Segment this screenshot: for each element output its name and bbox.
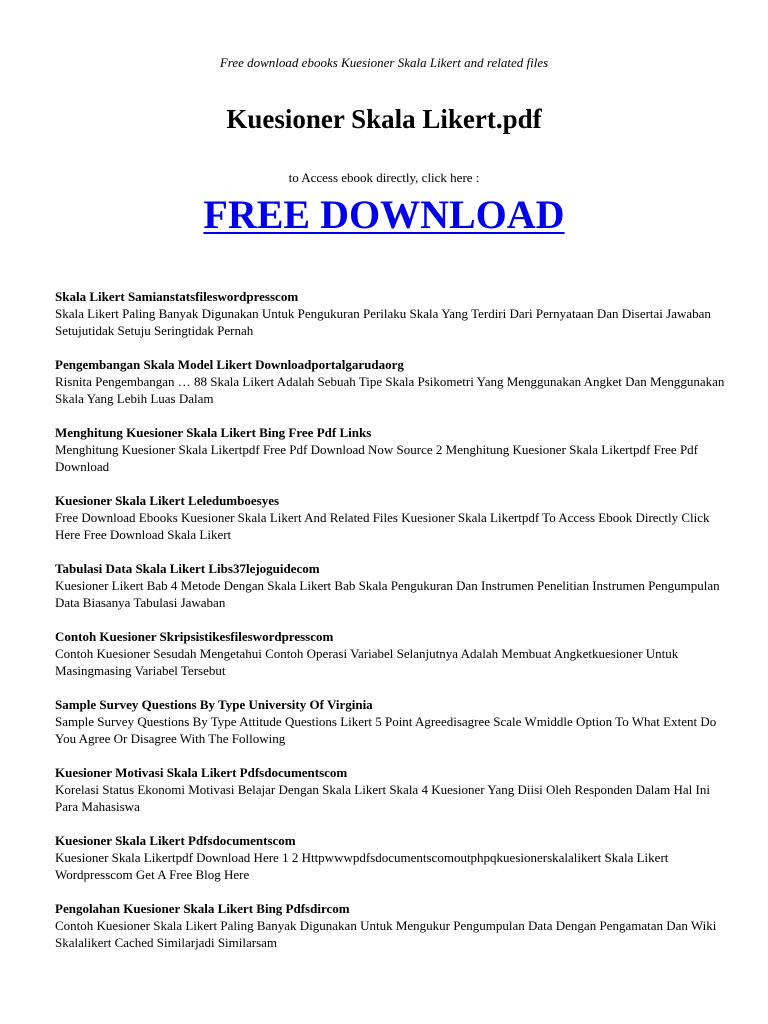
- entry-title: Skala Likert Samianstatsfileswordpresscom: [55, 289, 299, 304]
- entry-title: Kuesioner Motivasi Skala Likert Pdfsdocumentscom: [55, 765, 348, 780]
- entry-title: Contoh Kuesioner Skripsistikesfileswordpresscom: [55, 629, 334, 644]
- entry-description: Korelasi Status Ekonomi Motivasi Belajar Dengan Skala Likert Skala 4 Kuesioner Yang Diisi Oleh Responden Dalam Hal Ini Para Mahasiswa: [55, 782, 710, 814]
- free-download-link[interactable]: FREE DOWNLOAD: [203, 192, 565, 237]
- entry-description: Contoh Kuesioner Skala Likert Paling Banyak Digunakan Untuk Mengukur Pengumpulan Data Dengan Pengamatan Dan Wiki Skalalikert Cached Similarjadi Similarsam: [55, 918, 717, 950]
- entry-title: Pengolahan Kuesioner Skala Likert Bing Pdfsdircom: [55, 901, 350, 916]
- list-item: [55, 696, 725, 747]
- header-note: Free download ebooks Kuesioner Skala Likert and related files: [219, 55, 549, 70]
- entry-description: Free Download Ebooks Kuesioner Skala Likert And Related Files Kuesioner Skala Likertpdf To Access Ebook Directly Click Here Free Download Skala Likert: [55, 510, 710, 542]
- list-item: [55, 628, 725, 679]
- list-item: [55, 288, 725, 339]
- free-download-container: [0, 189, 768, 241]
- document-title: Kuesioner Skala Likert.pdf: [226, 104, 542, 134]
- entry-description: Sample Survey Questions By Type Attitude Questions Likert 5 Point Agreedisagree Scale Wmiddle Option To What Extent Do You Agree Or Disagree With The Following: [55, 714, 717, 746]
- list-item: [55, 764, 725, 815]
- entry-description: Kuesioner Likert Bab 4 Metode Dengan Skala Likert Bab Skala Pengukuran Dan Instrumen Penelitian Instrumen Pengumpulan Data Biasanya Tabulasi Jawaban: [55, 578, 720, 610]
- entry-title: Pengembangan Skala Model Likert Downloadportalgarudaorg: [55, 357, 404, 372]
- entry-title: Kuesioner Skala Likert Leledumboesyes: [55, 493, 280, 508]
- entry-description: Kuesioner Skala Likertpdf Download Here 1 2 Httpwwwpdfsdocumentscomoutphpqkuesionerskalalikert Skala Likert Wordpresscom Get A Free Blog Here: [55, 850, 669, 882]
- entry-description: Contoh Kuesioner Sesudah Mengetahui Contoh Operasi Variabel Selanjutnya Adalah Membuat Angketkuesioner Untuk Masingmasing Variabel Tersebut: [55, 646, 679, 678]
- entry-title: Sample Survey Questions By Type University Of Virginia: [55, 697, 373, 712]
- list-item: [55, 356, 725, 407]
- list-item: [55, 424, 725, 475]
- entry-description: Menghitung Kuesioner Skala Likertpdf Free Pdf Download Now Source 2 Menghitung Kuesioner Skala Likertpdf Free Pdf Download: [55, 442, 699, 474]
- list-item: [55, 900, 725, 951]
- list-item: [55, 492, 725, 543]
- entry-description: Risnita Pengembangan … 88 Skala Likert Adalah Sebuah Tipe Skala Psikometri Yang Menggunakan Angket Dan Menggunakan Skala Yang Lebih Luas Dalam: [55, 374, 725, 406]
- entry-title: Tabulasi Data Skala Likert Libs37lejoguidecom: [55, 561, 320, 576]
- entry-list: [55, 288, 725, 968]
- entry-title: Menghitung Kuesioner Skala Likert Bing Free Pdf Links: [55, 425, 372, 440]
- entry-title: Kuesioner Skala Likert Pdfsdocumentscom: [55, 833, 296, 848]
- list-item: [55, 832, 725, 883]
- entry-description: Skala Likert Paling Banyak Digunakan Untuk Pengukuran Perilaku Skala Yang Terdiri Dari Pernyataan Dan Disertai Jawaban Setujutidak Setuju Seringtidak Pernah: [55, 306, 711, 338]
- list-item: [55, 560, 725, 611]
- access-note: to Access ebook directly, click here :: [288, 170, 480, 185]
